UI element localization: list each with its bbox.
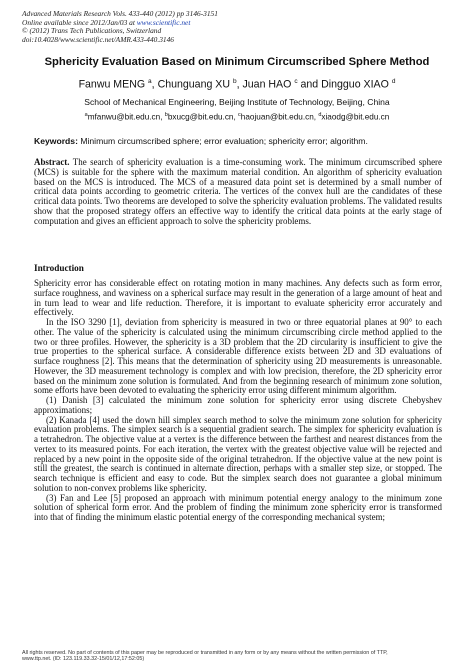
author-name: Dingguo XIAO	[321, 78, 389, 91]
email-address[interactable]: bxucg@bit.edu.cn	[167, 112, 234, 122]
email-line: $^a$mfanwu@bit.edu.cn, $^b$bxucg@bit.edu.cn, $^c$haojuan@bit.edu.cn, $^d$xiaodg@bit.edu.cn	[84, 112, 390, 122]
header-copyright-line: © (2012) Trans Tech Publications, Switzerland	[22, 26, 162, 36]
copyright-footer	[22, 650, 462, 662]
author-name: Fanwu MENG	[78, 78, 146, 91]
scientific-net-link[interactable]: www.scientific.net	[136, 17, 191, 27]
header-journal-line: Advanced Materials Research Vols. 433-440 (2012) pp 3146-3151	[22, 9, 218, 18]
paragraph: (3) Fan and Lee [5] proposed an approach with minimum potential energy analogy to the minimum zone solution of spherical form error. And the problem of finding the minimum zone sphericity error is transformed into that of finding the minimum elastic potential energy of the corresponding mechanical system;	[34, 492, 442, 522]
paragraph: (1) Danish [3] calculated the minimum zone solution for sphericity error using discrete Chebyshev approximations;	[34, 395, 442, 415]
email-address[interactable]: haojuan@bit.edu.cn	[240, 112, 314, 122]
section-heading-introduction: Introduction	[34, 263, 84, 273]
paragraph: (2) Kanada [4] used the down hill simplex search method to solve the minimum zone solution for sphericity evaluation problems. The simplex search is a sequential gradient search. The simplex for sphericity evaluation is a tetrahedron. The objective value at a vertex is the difference between the farthest and nearest distances from the vertex to its measured points. For each iteration, the vertex with the greatest objective value will be rejected and replaced by a new point in the opposite side of the original tetrahedron. If the objective value at the new point is still the greatest, the search is continued in alternate direction, perhaps with a smaller step size, or stopped. The search technique is efficient and easy to code. But the simplex search does not guarantee a global minimum solution to non-convex problems like sphericity.	[34, 414, 442, 493]
abstract-label: Abstract.	[34, 157, 70, 167]
header-online-line: Online available since 2012/Jan/03 at www.scientific.net	[22, 17, 191, 27]
footer-rights-line: All rights reserved. No part of contents of this paper may be reproduced or transmitted in any form or by any means without the written permission of TTP,	[22, 650, 388, 656]
abstract	[34, 158, 442, 226]
paragraph: Sphericity error has considerable effect on rotating motion in many machines. Any defects such as form error, surface roughness, and waviness on a spherical surface may result in the generation of a large amount of heat and in turn lead to wear and life reduction. Therefore, it is important to evaluate sphericity error accurately and effectively.	[34, 278, 442, 318]
abstract-text: The search of sphericity evaluation is a time-consuming work. The minimum circumscribed sphere (MCS) is suitable for the sphere with the maximum material condition. An algorithm of sphericity evaluation based on the MCS is introduced. The MCS of a measured data point set is determined by a small number of critical data points according to geometric criteria. The vertices of the convex hull are the candidates of these critical data points. Two theorems are developed to solve the sphericity evaluation problems. The validated results show that the proposed strategy offers an effective way to identify the critical data points at the early stage of computation and gives an efficient approach to solve the sphericity problems.	[34, 157, 442, 226]
author-name: Chunguang XU	[157, 78, 231, 91]
footer-id-line: www.ttp.net. (ID: 123.119.33.32-15/01/12,17:52:05)	[22, 656, 145, 663]
keywords-text: Minimum circumscribed sphere; error evaluation; sphericity error; algorithm.	[77, 136, 368, 146]
keywords	[34, 136, 444, 146]
author-line: Fanwu MENG $^a$, Chunguang XU $^b$, Juan HAO $^c$ and Dingguo XIAO $^d$	[78, 78, 396, 91]
email-address[interactable]: xiaodg@bit.edu.cn	[321, 112, 390, 122]
paragraph: In the ISO 3290 [1], deviation from sphericity is measured in two or three equatorial planes at 90° to each other. The value of the sphericity is calculated using the minimum circumscribing circle method applied to the two or three profiles. However, the sphericity is a 3D problem that the 2D circularity is insufficient to give the true properties to the spherical surface. A considerable difference exists between 2D and 3D evaluations of surface roughness [2]. This means that the determination of sphericity using 2D measurements is unreasonable. However, the 3D measurement technology is complex and with low precision, therefore, the 2D sphericity error based on the minimum zone solution is formulated. And from the beginning research of minimum zone solution, some efforts have been devoted to evaluating the sphericity error using different minimum algorithm.	[34, 317, 442, 396]
paper-title: Sphericity Evaluation Based on Minimum Circumscribed Sphere Method	[44, 56, 430, 68]
journal-header	[22, 10, 218, 44]
header-doi-line: doi:10.4028/www.scientific.net/AMR.433-440.3146	[22, 34, 174, 44]
keywords-label: Keywords:	[34, 136, 78, 146]
author-name: Juan HAO	[242, 78, 292, 91]
affiliation: School of Mechanical Engineering, Beijing Institute of Technology, Beijing, China	[84, 97, 390, 107]
introduction-body	[34, 279, 442, 523]
email-address[interactable]: mfanwu@bit.edu.cn	[87, 112, 161, 122]
